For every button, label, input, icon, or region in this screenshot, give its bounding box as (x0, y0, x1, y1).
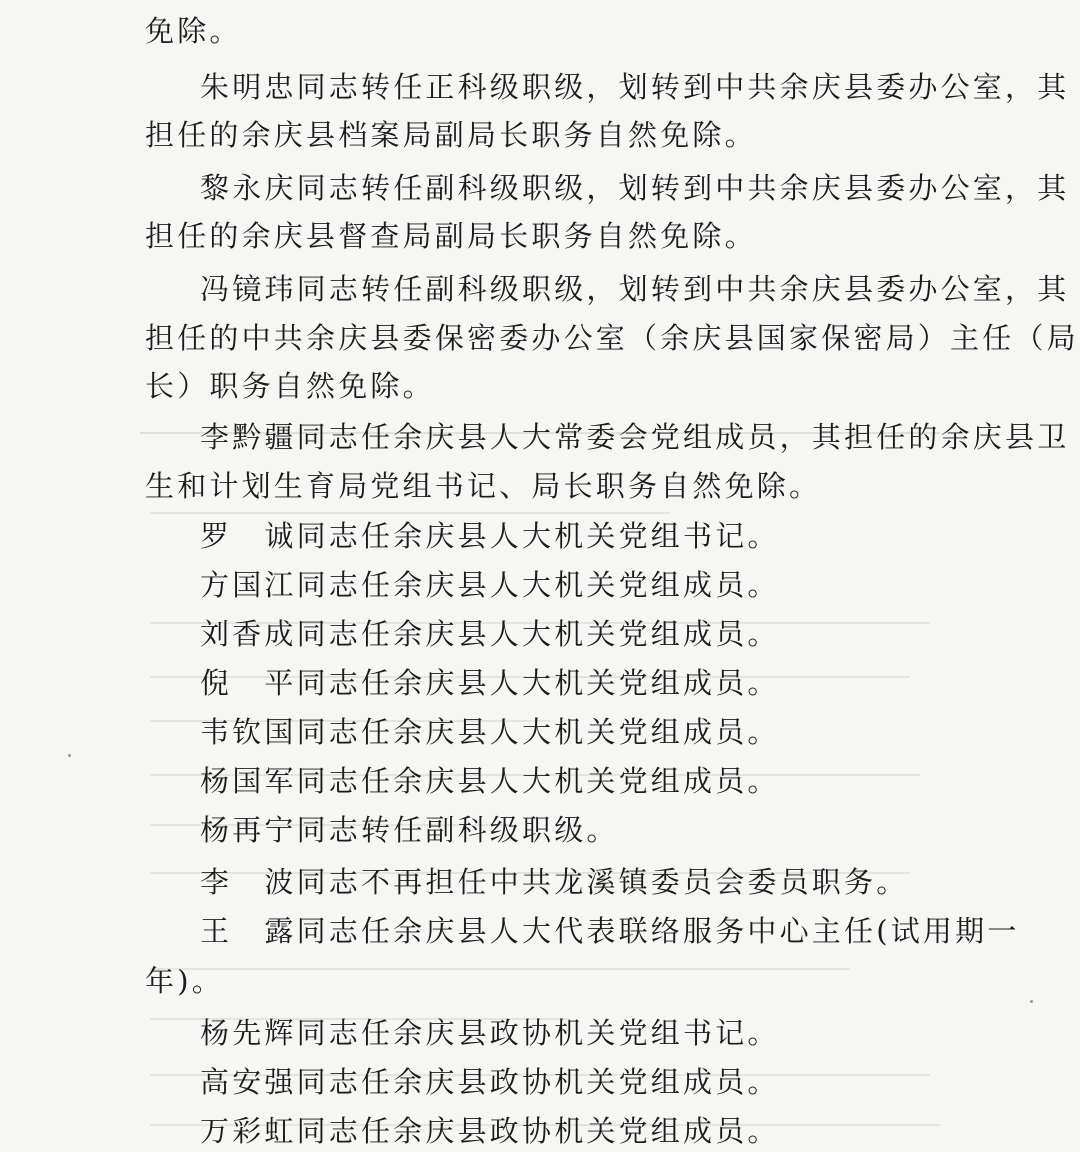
paragraph-line: 罗 诚同志任余庆县人大机关党组书记。 (200, 519, 780, 553)
paragraph-line: 李黔疆同志任余庆县人大常委会党组成员，其担任的余庆县卫 (200, 420, 1070, 454)
paragraph-line: 高安强同志任余庆县政协机关党组成员。 (200, 1065, 780, 1099)
paragraph-line: 担任的余庆县督查局副局长职务自然免除。 (145, 219, 757, 253)
bleed-through-line (150, 968, 850, 970)
paragraph-line: 担任的中共余庆县委保密委办公室（余庆县国家保密局）主任（局 (145, 321, 1079, 355)
paragraph-line: 长）职务自然免除。 (145, 369, 435, 403)
paragraph-line: 万彩虹同志任余庆县政协机关党组成员。 (200, 1114, 780, 1148)
bleed-through-line (150, 512, 670, 514)
paragraph-line: 黎永庆同志转任副科级职级，划转到中共余庆县委办公室，其 (200, 171, 1070, 205)
paragraph-line: 倪 平同志任余庆县人大机关党组成员。 (200, 666, 780, 700)
scan-speck (68, 754, 71, 757)
paragraph-line: 冯镜玮同志转任副科级职级，划转到中共余庆县委办公室，其 (200, 272, 1070, 306)
paragraph-line: 担任的余庆县档案局副局长职务自然免除。 (145, 118, 757, 152)
paragraph-line: 韦钦国同志任余庆县人大机关党组成员。 (200, 715, 780, 749)
paragraph-line: 免除。 (145, 14, 242, 48)
paragraph-line: 杨先辉同志任余庆县政协机关党组书记。 (200, 1016, 780, 1050)
paragraph-line: 杨再宁同志转任副科级职级。 (200, 813, 619, 847)
paragraph-line: 朱明忠同志转任正科级职级，划转到中共余庆县委办公室，其 (200, 70, 1070, 104)
paragraph-line: 方国江同志任余庆县人大机关党组成员。 (200, 568, 780, 602)
paragraph-line: 王 露同志任余庆县人大代表联络服务中心主任(试用期一 (200, 914, 1020, 948)
paragraph-line: 年)。 (145, 964, 224, 998)
paragraph-line: 刘香成同志任余庆县人大机关党组成员。 (200, 617, 780, 651)
paragraph-line: 生和计划生育局党组书记、局长职务自然免除。 (145, 469, 822, 503)
paragraph-line: 李 波同志不再担任中共龙溪镇委员会委员职务。 (200, 865, 909, 899)
scan-speck (1030, 1000, 1033, 1003)
paragraph-line: 杨国军同志任余庆县人大机关党组成员。 (200, 764, 780, 798)
